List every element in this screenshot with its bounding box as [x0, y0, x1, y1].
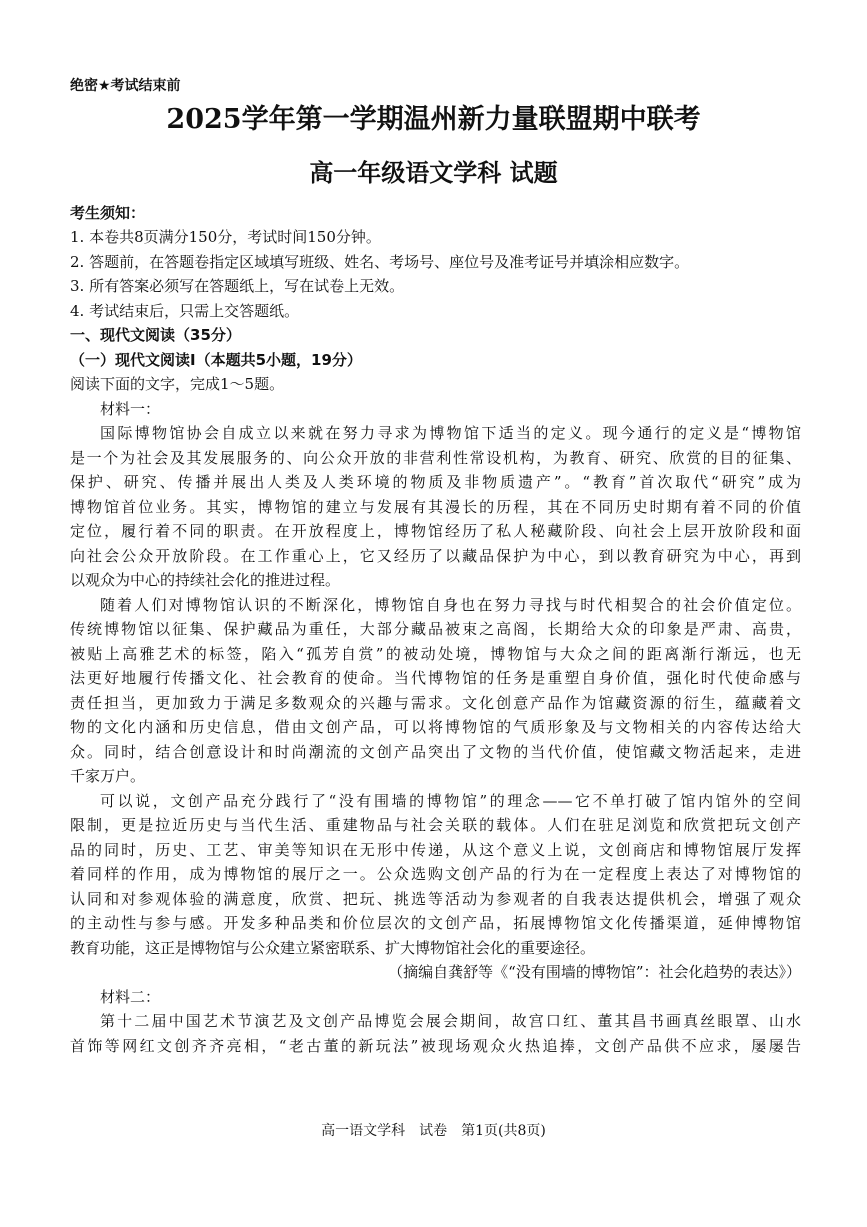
paragraph-line: 向社会公众开放阶段。在工作重心上，它又经历了以藏品保护为中心，到以教育研究为中心，再到	[70, 547, 801, 565]
page-footer: 高一语文学科 试卷 第1页(共8页)	[321, 1123, 546, 1139]
paragraph-line: 随着人们对博物馆认识的不断深化，博物馆自身也在努力寻找与时代相契合的社会价值定位。	[100, 596, 801, 614]
paragraph-line: 众。同时，结合创意设计和时尚潮流的文创产品突出了文物的当代价值，使馆藏文物活起来，走进	[70, 743, 801, 761]
paragraph-line: 责任担当，更加致力于满足多数观众的兴趣与需求。文化创意产品作为馆藏资源的衍生，蕴藏着文	[70, 694, 801, 712]
source-citation: （摘编自龚舒等《“没有围墙的博物馆”：社会化趋势的表达》）	[388, 963, 801, 981]
notice-item: 4. 考试结束后，只需上交答题纸。	[70, 302, 300, 320]
paragraph-line: 被贴上高雅艺术的标签，陷入“孤芳自赏”的被动处境，博物馆与大众之间的距离渐行渐远，也无	[70, 645, 801, 663]
reading-instruction: 阅读下面的文字，完成1～5题。	[70, 375, 285, 393]
paragraph-line: 首饰等网红文创齐齐亮相，“老古董的新玩法”被现场观众火热追捧，文创产品供不应求，屡屡告	[70, 1037, 801, 1055]
notice-heading: 考生须知：	[70, 204, 146, 222]
section-heading: 一、现代文阅读（35分）	[70, 326, 241, 344]
paragraph-line: 定位，履行着不同的职责。在开放程度上，博物馆经历了私人秘藏阶段、向社会上层开放阶段和面	[70, 522, 801, 540]
paragraph-line: 第十二届中国艺术节演艺及文创产品博览会展会期间，故宫口红、董其昌书画真丝眼罩、山水	[100, 1012, 801, 1030]
paragraph-line: 是一个为社会及其发展服务的、向公众开放的非营利性常设机构，为教育、研究、欣赏的目的征集、	[70, 449, 801, 467]
paragraph-line: 限制，更是拉近历史与当代生活、重建物品与社会关联的载体。人们在驻足浏览和欣赏把玩文创产	[70, 816, 801, 834]
paragraph-line: 教育功能，这正是博物馆与公众建立紧密联系、扩大博物馆社会化的重要途径。	[70, 939, 596, 957]
paragraph-line: 认同和对参观体验的满意度，欣赏、把玩、挑选等活动为参观者的自我表达提供机会，增强了观众	[70, 890, 801, 908]
section-subheading: （一）现代文阅读Ⅰ（本题共5小题，19分）	[70, 351, 362, 369]
paragraph-line: 千家万户。	[70, 767, 146, 785]
notice-item: 3. 所有答案必须写在答题纸上，写在试卷上无效。	[70, 277, 405, 295]
paragraph-line: 以观众为中心的持续社会化的推进过程。	[70, 571, 341, 589]
notice-item: 2. 答题前，在答题卷指定区域填写班级、姓名、考场号、座位号及准考证号并填涂相应数字。	[70, 253, 690, 271]
exam-subtitle: 高一年级语文学科 试题	[309, 158, 558, 187]
confidential-label: 绝密★考试结束前	[70, 78, 181, 94]
paragraph-line: 传统博物馆以征集、保护藏品为重任，大部分藏品被束之高阁，长期给大众的印象是严肃、高贵，	[70, 620, 801, 638]
paragraph-line: 可以说，文创产品充分践行了“没有围墙的博物馆”的理念——它不单打破了馆内馆外的空间	[100, 792, 801, 810]
paragraph-line: 的主动性与参与感。开发多种品类和价位层次的文创产品，拓展博物馆文化传播渠道，延伸博物馆	[70, 914, 801, 932]
paragraph-line: 品的同时，历史、工艺、审美等知识在无形中传递，从这个意义上说，文创商店和博物馆展厅发挥	[70, 841, 801, 859]
paragraph-line: 博物馆首位业务。其实，博物馆的建立与发展有其漫长的历程，其在不同历史时期有着不同的价值	[70, 498, 801, 516]
material-label: 材料二：	[100, 988, 161, 1006]
material-label: 材料一：	[100, 400, 161, 418]
paragraph-line: 着同样的作用，成为博物馆的展厅之一。公众选购文创产品的行为在一定程度上表达了对博物馆的	[70, 865, 801, 883]
paragraph-line: 保护、研究、传播并展出人类及人类环境的物质及非物质遗产”。“教育”首次取代“研究”成为	[70, 473, 801, 491]
paragraph-line: 物的文化内涵和历史信息，借由文创产品，可以将博物馆的气质形象及与文物相关的内容传达给大	[70, 718, 801, 736]
paragraph-line: 法更好地履行传播文化、社会教育的使命。当代博物馆的任务是重塑自身价值，强化时代使命感与	[70, 669, 801, 687]
notice-item: 1. 本卷共8页满分150分，考试时间150分钟。	[70, 228, 381, 246]
paragraph-line: 国际博物馆协会自成立以来就在努力寻求为博物馆下适当的定义。现今通行的定义是“博物馆	[100, 424, 801, 442]
exam-title: 2025学年第一学期温州新力量联盟期中联考	[166, 104, 701, 135]
